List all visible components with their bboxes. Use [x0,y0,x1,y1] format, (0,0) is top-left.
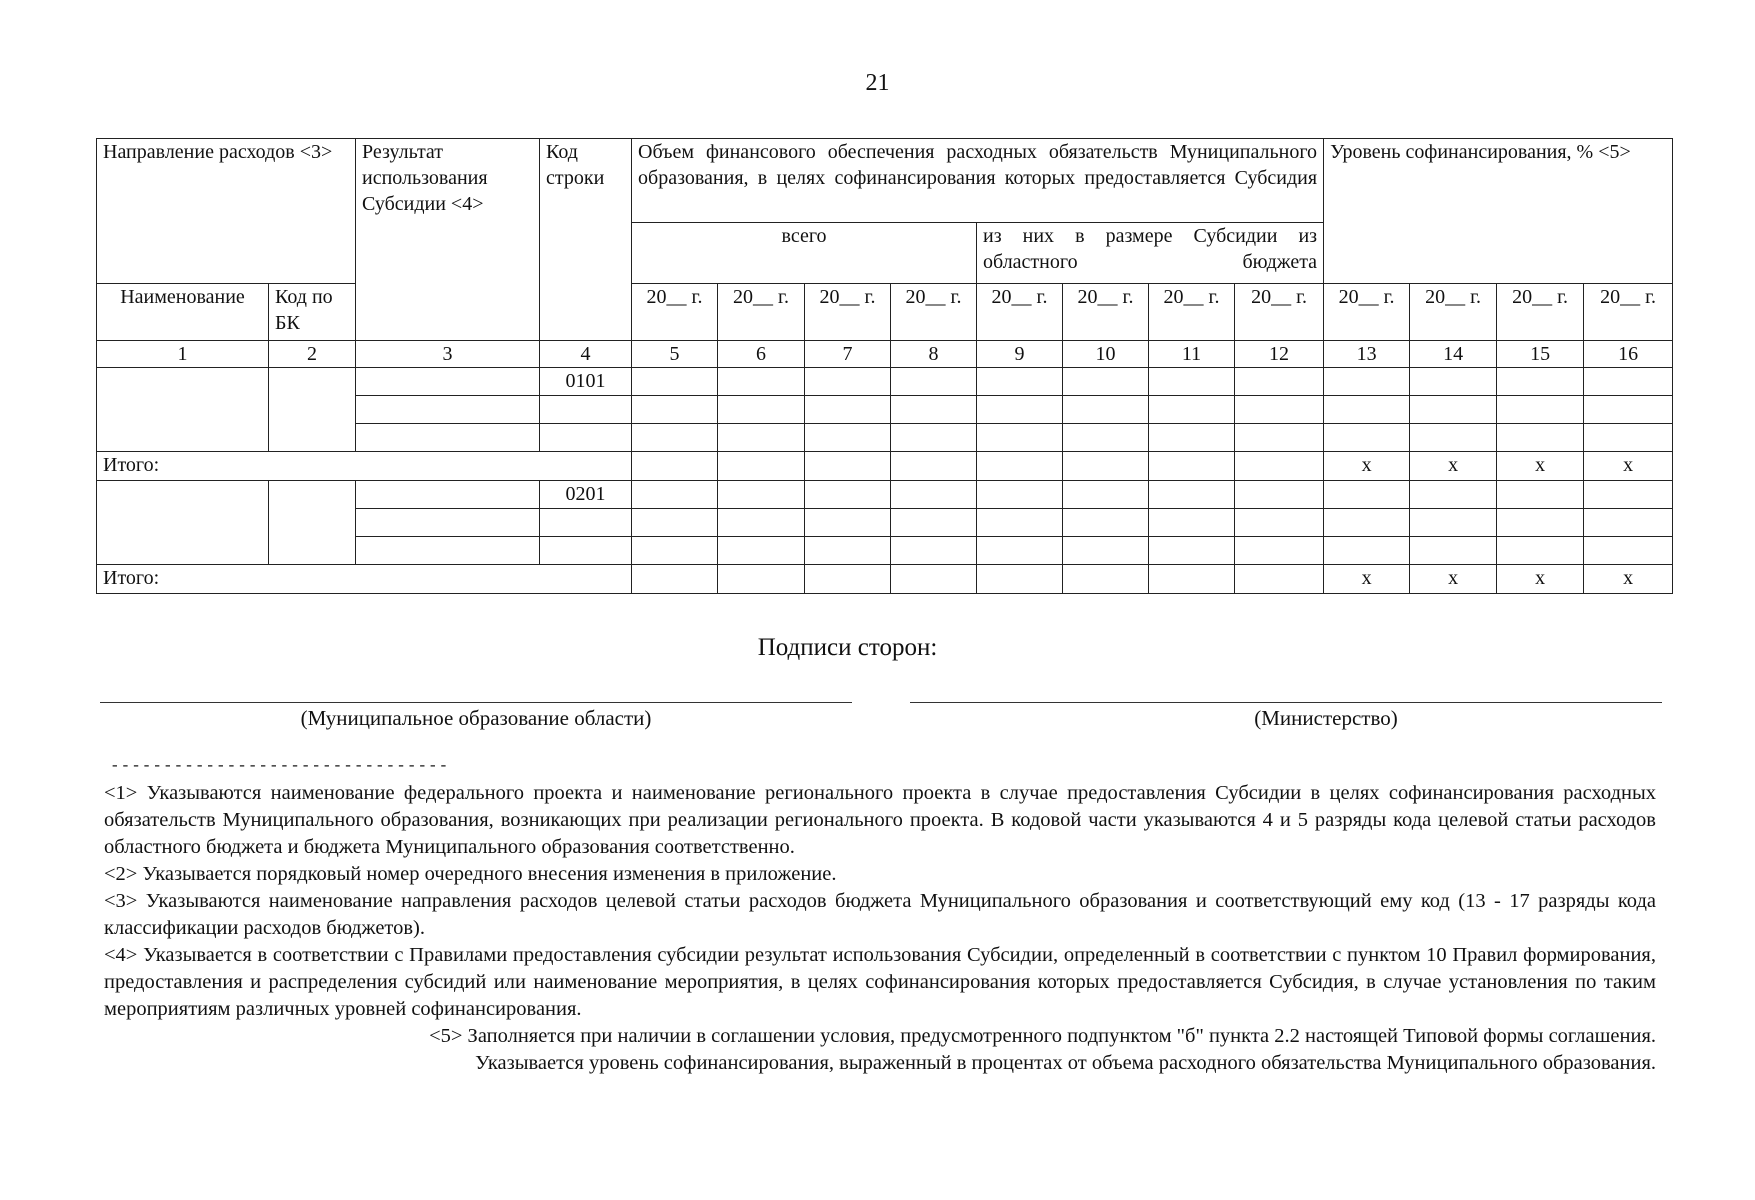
data-cell[interactable] [977,396,1063,424]
result-cell[interactable] [356,537,540,565]
data-cell[interactable] [891,368,977,396]
data-cell[interactable] [718,565,805,594]
signatures-title: Подписи сторон: [757,634,938,661]
signature-label-municipality: (Муниципальное образование области) [300,706,652,730]
data-cell[interactable] [718,396,805,424]
header-year: 20__ г. [977,284,1063,341]
not-applicable-mark: x [1324,565,1410,594]
column-number: 8 [891,341,977,368]
data-cell[interactable] [1149,368,1235,396]
data-cell[interactable] [1324,537,1410,565]
data-cell[interactable] [1063,368,1149,396]
data-cell[interactable] [1497,396,1584,424]
data-cell[interactable] [891,396,977,424]
header-row-code: Код строки [540,139,632,341]
header-year: 20__ г. [1324,284,1410,341]
data-cell[interactable] [718,537,805,565]
name-cell[interactable] [97,481,269,565]
column-number: 16 [1584,341,1673,368]
data-cell[interactable] [1235,452,1324,481]
not-applicable-mark: x [1410,452,1497,481]
data-cell[interactable] [718,509,805,537]
data-cell[interactable] [1149,537,1235,565]
data-cell[interactable] [1324,481,1410,509]
data-cell[interactable] [1149,481,1235,509]
table-row [97,368,1673,396]
data-cell[interactable] [805,368,891,396]
data-cell[interactable] [632,396,718,424]
data-cell[interactable] [1063,452,1149,481]
header-volume: Объем финансового обеспечения расходных обязательств Муниципального образования, в целях софинансирования которых предоставляется Субсидия [632,139,1324,223]
footnote-3: <3> Указываются наименование направления расходов целевой статьи расходов бюджета Муниципального образования и соответствующий ему код (13 - 17 разряды кода классификации расходов бюджетов). [104,890,1656,939]
row-code-cell[interactable] [540,537,632,565]
header-year: 20__ г. [1410,284,1497,341]
data-cell[interactable] [1235,481,1324,509]
data-cell[interactable] [891,509,977,537]
data-cell[interactable] [1063,396,1149,424]
row-code-cell[interactable] [540,509,632,537]
column-number-row [97,341,1673,368]
header-year: 20__ г. [632,284,718,341]
data-cell[interactable] [1324,424,1410,452]
column-number: 4 [540,341,632,368]
data-cell[interactable] [1497,424,1584,452]
footnote-separator: -------------------------------- [110,757,450,775]
header-of-which: из них в размере Субсидии из областного бюджета [977,222,1324,283]
column-number: 13 [1324,341,1410,368]
column-number: 5 [632,341,718,368]
table-row [97,481,1673,509]
column-number: 7 [805,341,891,368]
data-cell[interactable] [977,509,1063,537]
header-year: 20__ г. [1584,284,1673,341]
data-cell[interactable] [1063,481,1149,509]
data-cell[interactable] [632,368,718,396]
data-cell[interactable] [632,509,718,537]
data-cell[interactable] [1235,396,1324,424]
signature-label-ministry: (Министерство) [1254,706,1398,730]
data-cell[interactable] [1584,368,1673,396]
data-cell[interactable] [1235,565,1324,594]
data-cell[interactable] [1410,481,1497,509]
column-number: 1 [97,341,269,368]
data-cell[interactable] [977,481,1063,509]
total-label: Итого: [97,452,632,481]
data-cell[interactable] [805,481,891,509]
data-cell[interactable] [1063,537,1149,565]
data-cell[interactable] [977,368,1063,396]
header-row-3 [97,284,1673,341]
not-applicable-mark: x [1324,452,1410,481]
result-cell[interactable] [356,481,540,509]
data-cell[interactable] [1149,396,1235,424]
data-cell[interactable] [805,396,891,424]
footnote-5: <5> Заполняется при наличии в соглашении условия, предусмотренного подпунктом "б" пункта 2.2 настоящей Типовой формы соглашения. [429,1025,1656,1047]
bk-code-cell[interactable] [269,368,356,452]
footnote-2: <2> Указывается порядковый номер очередного внесения изменения в приложение. [104,863,837,885]
header-result: Результат использования Субсидии <4> [356,139,540,341]
not-applicable-mark: x [1584,565,1673,594]
total-label: Итого: [97,565,632,594]
header-year: 20__ г. [1235,284,1324,341]
header-level: Уровень софинансирования, % <5> [1324,139,1673,284]
column-number: 6 [718,341,805,368]
data-cell[interactable] [891,537,977,565]
data-cell[interactable] [1149,565,1235,594]
column-number: 14 [1410,341,1497,368]
data-cell[interactable] [632,424,718,452]
data-cell[interactable] [1063,565,1149,594]
row-code-cell[interactable] [540,396,632,424]
header-total: всего [632,222,977,283]
not-applicable-mark: x [1584,452,1673,481]
footnote-5-continued: Указывается уровень софинансирования, выраженный в процентах от объема расходного обязательства Муниципального образования. [475,1052,1656,1074]
not-applicable-mark: x [1497,452,1584,481]
data-cell[interactable] [1497,481,1584,509]
data-cell[interactable] [1410,368,1497,396]
data-cell[interactable] [1410,396,1497,424]
data-cell[interactable] [805,537,891,565]
signature-line-ministry[interactable] [910,702,1662,703]
data-cell[interactable] [1410,537,1497,565]
column-number: 12 [1235,341,1324,368]
data-cell[interactable] [1063,424,1149,452]
not-applicable-mark: x [1410,565,1497,594]
data-cell[interactable] [718,368,805,396]
data-cell[interactable] [1584,481,1673,509]
data-cell[interactable] [891,481,977,509]
result-cell[interactable] [356,509,540,537]
data-cell[interactable] [1584,396,1673,424]
row-code-cell: 0201 [540,481,632,509]
total-row [97,452,1673,481]
signature-line-municipality[interactable] [100,702,852,703]
data-cell[interactable] [1410,509,1497,537]
column-number: 11 [1149,341,1235,368]
data-cell[interactable] [891,565,977,594]
data-cell[interactable] [1410,424,1497,452]
data-cell[interactable] [718,424,805,452]
data-cell[interactable] [1149,424,1235,452]
result-cell[interactable] [356,396,540,424]
column-number: 15 [1497,341,1584,368]
total-row [97,565,1673,594]
data-cell[interactable] [1584,509,1673,537]
name-cell[interactable] [97,368,269,452]
header-year: 20__ г. [1149,284,1235,341]
column-number: 3 [356,341,540,368]
header-name: Наименование [97,284,269,341]
data-cell[interactable] [718,452,805,481]
header-year: 20__ г. [1063,284,1149,341]
cofinancing-table [96,138,1673,594]
data-cell[interactable] [1235,368,1324,396]
data-cell[interactable] [805,424,891,452]
footnote-1: <1> Указываются наименование федерального проекта и наименование регионального проекта в случае предоставления Субсидии в целях софинансирования расходных обязательств Муниципального образования, возникающих при реализации регионального проекта. В кодовой части указываются 4 и 5 разряды кода целевой статьи расходов областного бюджета и бюджета Муниципального образования соответственно. [104,782,1656,858]
footnotes [104,780,1656,1077]
data-cell[interactable] [632,565,718,594]
data-cell[interactable] [1149,452,1235,481]
result-cell[interactable] [356,424,540,452]
data-cell[interactable] [1149,509,1235,537]
data-cell[interactable] [805,509,891,537]
row-code-cell: 0101 [540,368,632,396]
data-cell[interactable] [718,481,805,509]
data-cell[interactable] [891,452,977,481]
data-cell[interactable] [891,424,977,452]
data-cell[interactable] [1235,424,1324,452]
data-cell[interactable] [632,452,718,481]
header-year: 20__ г. [718,284,805,341]
data-cell[interactable] [977,565,1063,594]
data-cell[interactable] [1324,509,1410,537]
header-year: 20__ г. [1497,284,1584,341]
page-number: 21 [865,70,890,96]
column-number: 9 [977,341,1063,368]
data-cell[interactable] [805,565,891,594]
data-cell[interactable] [1497,537,1584,565]
row-code-cell[interactable] [540,424,632,452]
data-cell[interactable] [1497,509,1584,537]
data-cell[interactable] [1324,368,1410,396]
data-cell[interactable] [632,481,718,509]
data-cell[interactable] [977,452,1063,481]
header-bk-code: Код по БК [269,284,356,341]
data-cell[interactable] [1063,509,1149,537]
column-number: 2 [269,341,356,368]
data-cell[interactable] [1584,424,1673,452]
data-cell[interactable] [977,537,1063,565]
bk-code-cell[interactable] [269,481,356,565]
data-cell[interactable] [805,452,891,481]
data-cell[interactable] [1497,368,1584,396]
data-cell[interactable] [1324,396,1410,424]
not-applicable-mark: x [1497,565,1584,594]
data-cell[interactable] [1584,537,1673,565]
header-year: 20__ г. [805,284,891,341]
header-direction: Направление расходов <3> [97,139,356,284]
data-cell[interactable] [1235,509,1324,537]
header-row-1 [97,139,1673,223]
data-cell[interactable] [977,424,1063,452]
data-cell[interactable] [1235,537,1324,565]
footnote-4: <4> Указывается в соответствии с Правилами предоставления субсидии результат использования Субсидии, определенный в соответствии с пунктом 10 Правил формирования, предоставления и распределения субсидий или наименование мероприятия, в целях софинансирования которых предоставляется Субсидия, в случае установления по таким мероприятиям различных уровней софинансирования. [104,944,1656,1020]
result-cell[interactable] [356,368,540,396]
column-number: 10 [1063,341,1149,368]
header-year: 20__ г. [891,284,977,341]
data-cell[interactable] [632,537,718,565]
